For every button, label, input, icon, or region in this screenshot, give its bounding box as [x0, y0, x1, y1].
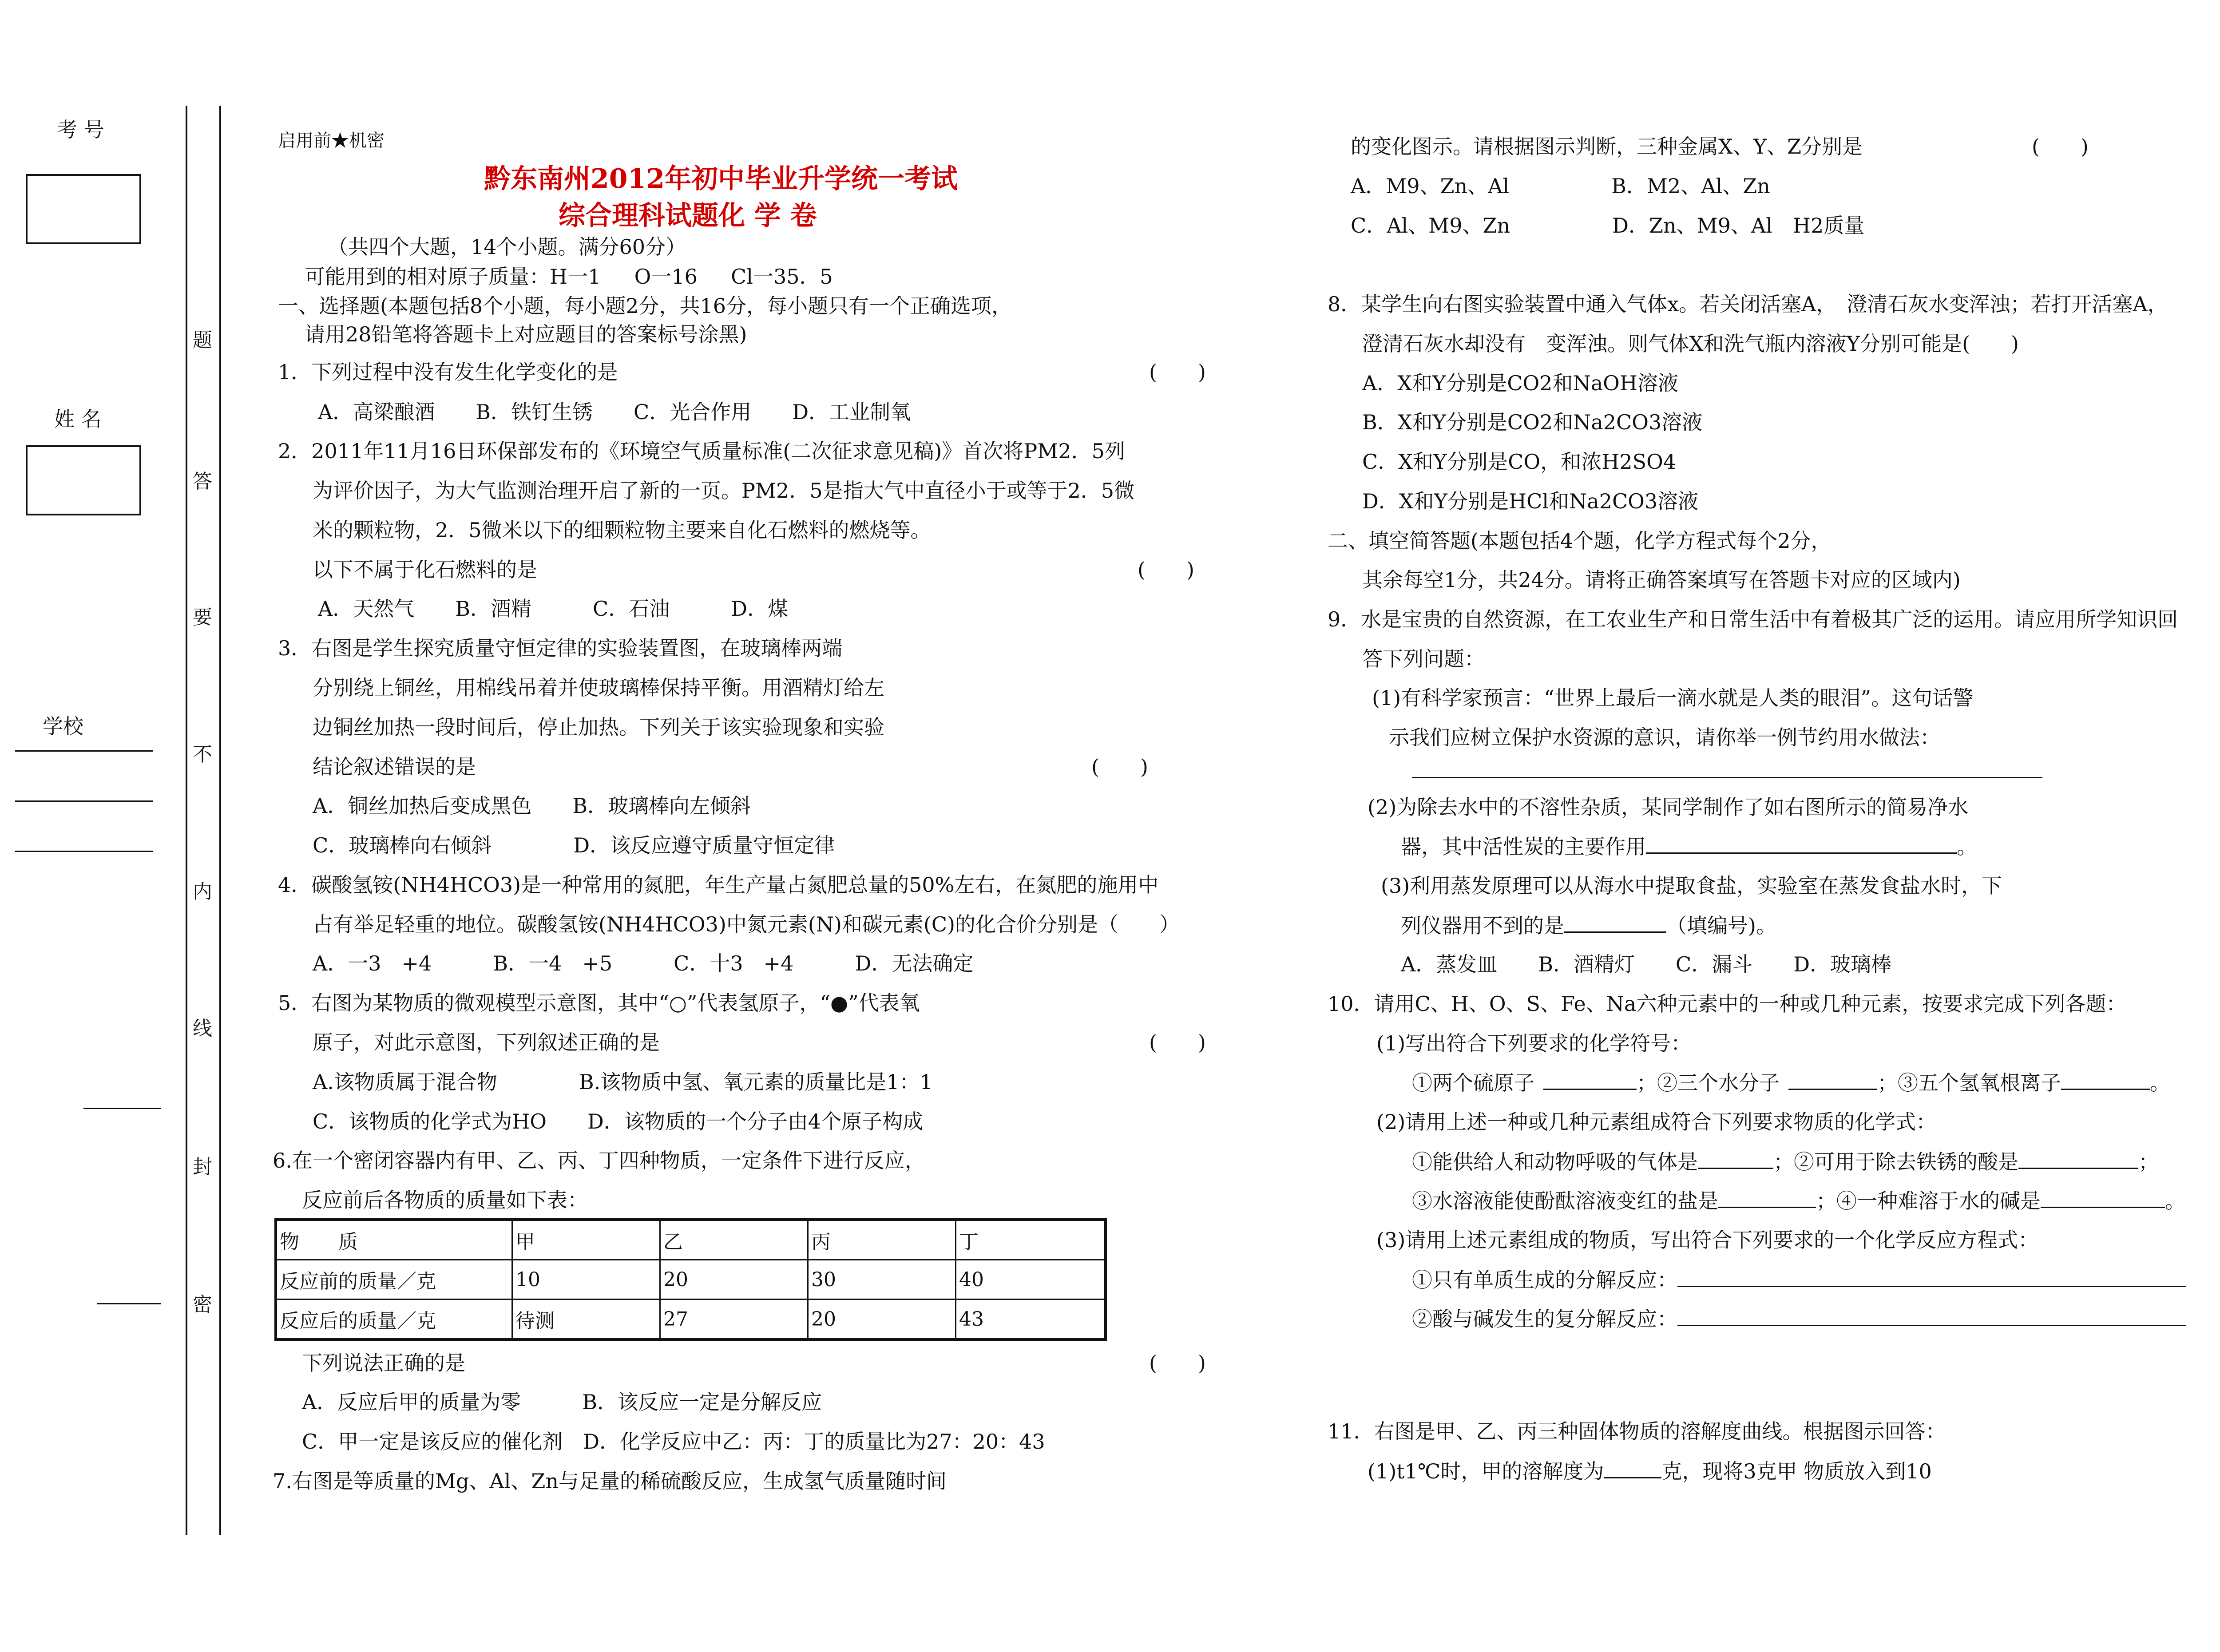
table-cell: 43	[956, 1299, 1106, 1340]
confidential-mark: 启用前★机密	[278, 131, 385, 151]
q9-part3-text: 列仪器用不到的是	[1401, 914, 1564, 938]
atomic-masses: 可能用到的相对原子质量：H一1 O一16 Cl一35．5	[305, 265, 833, 289]
table-cell: 乙	[660, 1220, 808, 1260]
q6-stem-line3: 下列说法正确的是	[302, 1351, 465, 1375]
q3-stem-line3: 边铜丝加热一段时间后，停止加热。下列关于该实验现象和实验	[313, 715, 884, 739]
q6-stem-line2: 反应前后各物质的质量如下表：	[302, 1188, 588, 1212]
seal-char-7: 封	[193, 1156, 212, 1178]
q2-stem-line2: 为评价因子，为大气监测治理开启了新的一页。PM2．5是指大气中直径小于或等于2．5微	[313, 479, 1135, 503]
q5-stem-line2: 原子，对此示意图，下列叙述正确的是	[313, 1030, 660, 1054]
table-cell: 甲	[512, 1220, 660, 1260]
q7-stem-line2: 的变化图示。请根据图示判断，三种金属X、Y、Z分别是	[1351, 135, 1863, 158]
q1-options: A．高梁酿酒 B．铁钉生锈 C．光合作用 D．工业制氧	[318, 400, 911, 424]
q6-options-2: C．甲一定是该反应的催化剂 D．化学反应中乙：丙：丁的质量比为27：20：43	[302, 1430, 1045, 1454]
school-line-2[interactable]	[15, 800, 153, 802]
q10-part2-line1: ①能供给人和动物呼吸的气体是 ；②可用于除去铁锈的酸是 ；	[1412, 1148, 2159, 1175]
q11-part1-blank[interactable]	[1604, 1458, 1661, 1478]
q10-part1-c-blank[interactable]	[2061, 1069, 2150, 1090]
school-line-1[interactable]	[15, 750, 153, 752]
q9-part3-blank[interactable]	[1564, 912, 1666, 933]
q10-part2-d: ；④一种难溶于水的碱是	[1816, 1189, 2041, 1213]
q7-answer-paren[interactable]: ( )	[2032, 135, 2089, 158]
table-cell: 10	[512, 1260, 660, 1299]
q7-options-2: C．Al、M9、Zn D．Zn、M9、Al H2质量	[1351, 214, 1865, 238]
q5-options-1: A.该物质属于混合物 B.该物质中氢、氧元素的质量比是1：1	[313, 1070, 933, 1094]
q10-part3-b: ②酸与碱发生的复分解反应：	[1412, 1307, 1677, 1331]
q4-stem-line2: 占有举足轻重的地位。碳酸氢铵(NH4HCO3)中氮元素(N)和碳元素(C)的化合价分别是（ ）	[313, 912, 1180, 936]
q10-part2-c-blank[interactable]	[1718, 1187, 1816, 1208]
section2-heading: 二、填空简答题(本题包括4个题，化学方程式每个2分，	[1328, 529, 1832, 553]
exam-number-label: 考 号	[57, 118, 104, 142]
q5-answer-paren[interactable]: ( )	[1149, 1030, 1206, 1054]
q4-stem-line1: 4．碳酸氢铵(NH4HCO3)是一种常用的氮肥，年生产量占氮肥总量的50%左右，在氮肥的施用中	[278, 873, 1159, 897]
q10-part2-b-blank[interactable]	[2018, 1148, 2138, 1169]
q9-stem-line2: 答下列问题：	[1362, 647, 1485, 671]
q9-part1-line2: 示我们应树立保护水资源的意识，请你举一例节约用水做法：	[1389, 725, 1940, 749]
q3-stem-line2: 分别绕上铜丝，用棉线吊着并使玻璃棒保持平衡。用酒精灯给左	[313, 676, 884, 700]
exam-subtitle: 综合理科试题化 学 卷	[559, 200, 817, 231]
binding-line-inner	[219, 106, 221, 1535]
section2-instruction: 其余每空1分，共24分。请将正确答案填写在答题卡对应的区域内)	[1362, 568, 1961, 592]
exam-title: 黔东南州2012年初中毕业升学统一考试	[484, 163, 958, 194]
section1-heading: 一、选择题(本题包括8个小题，每小题2分，共16分，每小题只有一个正确选项，	[278, 294, 1012, 318]
q1-stem: 1．下列过程中没有发生化学变化的是	[278, 360, 618, 384]
q3-stem-line4: 结论叙述错误的是	[313, 755, 476, 779]
q9-part3-tail: （填编号)。	[1666, 914, 1776, 938]
q3-answer-paren[interactable]: ( )	[1091, 755, 1148, 779]
q9-part3-line2	[1401, 912, 1776, 939]
q9-part2-line2: 器，其中活性炭的主要作用 。	[1401, 833, 1977, 860]
seat-line[interactable]	[97, 1303, 161, 1304]
q11-part1-text: (1)t1℃时，甲的溶解度为	[1368, 1459, 1604, 1483]
q4-options: A．一3 +4 B．一4 +5 C．十3 +4 D．无法确定	[313, 951, 974, 975]
q3-options-1: A．铜丝加热后变成黑色 B．玻璃棒向左倾斜	[313, 794, 751, 818]
q10-part2-d-blank[interactable]	[2041, 1187, 2165, 1208]
q9-part2-blank[interactable]	[1646, 833, 1957, 854]
table-cell: 物 质	[276, 1220, 512, 1260]
name-box[interactable]	[26, 445, 141, 515]
q10-part3-b-blank[interactable]	[1677, 1305, 2186, 1326]
q9-part3-line1: (3)利用蒸发原理可以从海水中提取食盐，实验室在蒸发食盐水时，下	[1381, 874, 2002, 898]
table-row	[276, 1260, 1106, 1299]
q11-part1	[1368, 1458, 1932, 1485]
q10-part3-line2	[1412, 1305, 2186, 1332]
q9-part2-line1: (2)为除去水中的不溶性杂质，某同学制作了如右图所示的简易净水	[1368, 795, 1969, 819]
q11-part1-tail: 克，现将3克甲 物质放入到10	[1661, 1459, 1932, 1483]
q10-stem: 10．请用C、H、O、S、Fe、Na六种元素中的一种或几种元素，按要求完成下列各题：	[1328, 992, 2127, 1016]
seal-char-4: 不	[193, 743, 212, 766]
q10-part3-a: ①只有单质生成的分解反应：	[1412, 1268, 1677, 1292]
q10-part2: (2)请用上述一种或几种元素组成符合下列要求物质的化学式：	[1376, 1110, 1937, 1134]
q10-part2-a: ①能供给人和动物呼吸的气体是	[1412, 1150, 1698, 1174]
table-row	[276, 1299, 1106, 1340]
q2-stem-line4: 以下不属于化石燃料的是	[313, 558, 537, 582]
table-row	[276, 1220, 1106, 1260]
section1-instruction: 请用28铅笔将答题卡上对应题目的答案标号涂黑)	[305, 322, 747, 346]
q10-part1-a-blank[interactable]	[1543, 1069, 1637, 1090]
q10-part2-line2: ③水溶液能使酚酞溶液变红的盐是 ；④一种难溶于水的碱是 。	[1412, 1187, 2185, 1214]
q7-stem-line1: 7.右图是等质量的Mg、Al、Zn与足量的稀硫酸反应，生成氢气质量随时间	[273, 1469, 947, 1493]
table-cell: 27	[660, 1299, 808, 1340]
q8-option-b: B．X和Y分别是CO2和Na2CO3溶液	[1362, 410, 1703, 434]
q9-part1-answer-line[interactable]	[1412, 777, 2042, 778]
q10-part2-b: ；②可用于除去铁锈的酸是	[1773, 1150, 2018, 1174]
q7-options-1: A．M9、Zn、Al B．M2、Al、Zn	[1351, 174, 1770, 198]
table-cell: 20	[660, 1260, 808, 1299]
table-cell: 反应前的质量／克	[276, 1260, 512, 1299]
seal-char-1: 题	[193, 329, 212, 352]
q9-part1-line1: (1)有科学家预言：“世界上最后一滴水就是人类的眼泪”。这句话警	[1372, 686, 1974, 710]
q10-part2-c: ③水溶液能使酚酞溶液变红的盐是	[1412, 1189, 1718, 1213]
seal-char-8: 密	[193, 1293, 212, 1316]
table-cell: 丙	[808, 1220, 956, 1260]
q2-stem-line3: 米的颗粒物，2．5微米以下的细颗粒物主要来自化石燃料的燃烧等。	[313, 518, 931, 542]
q10-part3-a-blank[interactable]	[1677, 1266, 2186, 1287]
q8-option-d: D．X和Y分别是HCl和Na2CO3溶液	[1362, 489, 1699, 513]
q9-part2-text: 器，其中活性炭的主要作用	[1401, 835, 1646, 859]
q9-part3-options: A．蒸发皿 B．酒精灯 C．漏斗 D．玻璃棒	[1401, 952, 1892, 976]
table-cell: 20	[808, 1299, 956, 1340]
q5-options-2: C．该物质的化学式为HO D．该物质的一个分子由4个原子构成	[313, 1109, 924, 1133]
seal-char-6: 线	[193, 1017, 212, 1040]
q10-part3-line1	[1412, 1266, 2186, 1293]
q8-option-a: A．X和Y分别是CO2和NaOH溶液	[1362, 371, 1679, 395]
q10-part1-b-blank[interactable]	[1788, 1069, 1877, 1090]
exam-number-box[interactable]	[26, 174, 141, 244]
q8-option-c: C．X和Y分别是CO，和浓H2SO4	[1362, 450, 1677, 474]
q3-stem-line1: 3．右图是学生探究质量守恒定律的实验装置图，在玻璃棒两端	[278, 636, 843, 660]
table-cell: 反应后的质量／克	[276, 1299, 512, 1340]
q6-stem-line1: 6.在一个密闭容器内有甲、乙、丙、丁四种物质，一定条件下进行反应，	[273, 1149, 925, 1173]
seal-char-2: 答	[193, 470, 212, 493]
q3-options-2: C．玻璃棒向右倾斜 D．该反应遵守质量守恒定律	[313, 833, 835, 857]
seal-char-5: 内	[193, 880, 212, 903]
q2-options: A．天然气 B．酒精 C．石油 D．煤	[318, 597, 789, 621]
q5-stem-line1: 5．右图为某物质的微观模型示意图，其中“○”代表氢原子，“●”代表氧	[278, 991, 920, 1015]
q10-part1-items: ①两个硫原子 ；②三个水分子 ；③五个氢氧根离子 。	[1412, 1069, 2170, 1096]
q10-part1-a: ①两个硫原子	[1412, 1071, 1534, 1095]
q11-stem: 11．右图是甲、乙、丙三种固体物质的溶解度曲线。根据图示回答：	[1328, 1419, 1946, 1443]
table-cell: 30	[808, 1260, 956, 1299]
q10-part1: (1)写出符合下列要求的化学符号：	[1376, 1031, 1692, 1055]
binding-line-outer	[186, 106, 187, 1535]
q10-part1-b: ；②三个水分子	[1637, 1071, 1780, 1095]
q10-part2-a-blank[interactable]	[1698, 1148, 1773, 1169]
table-cell: 40	[956, 1260, 1106, 1299]
q8-stem-line2: 澄清石灰水却没有 变浑浊。则气体X和洗气瓶内溶液Y分别可能是( )	[1362, 332, 2019, 356]
table-cell: 待测	[512, 1299, 660, 1340]
class-line[interactable]	[83, 1108, 161, 1109]
name-label: 姓 名	[54, 407, 102, 431]
q6-answer-paren[interactable]: ( )	[1149, 1351, 1206, 1375]
q1-answer-paren[interactable]: ( )	[1149, 360, 1206, 384]
q2-stem-line1: 2．2011年11月16日环保部发布的《环境空气质量标准(二次征求意见稿)》首次将PM2．5列	[278, 439, 1125, 463]
q9-stem-line1: 9．水是宝贵的自然资源，在工农业生产和日常生活中有着极其广泛的运用。请应用所学知识回	[1328, 607, 2178, 631]
q6-options-1: A．反应后甲的质量为零 B．该反应一定是分解反应	[302, 1390, 822, 1414]
q10-part3: (3)请用上述元素组成的物质，写出符合下列要求的一个化学反应方程式：	[1376, 1228, 2039, 1252]
q2-answer-paren[interactable]: ( )	[1138, 558, 1194, 582]
table-cell: 丁	[956, 1220, 1106, 1260]
seal-char-3: 要	[193, 606, 212, 629]
q10-part1-c: ；③五个氢氧根离子	[1877, 1071, 2061, 1095]
school-label: 学校	[43, 714, 83, 738]
q8-stem-line1: 8．某学生向右图实验装置中通入气体x。若关闭活塞A， 澄清石灰水变浑浊；若打开活塞A，	[1328, 292, 2168, 316]
school-line-3[interactable]	[15, 851, 153, 852]
exam-info: （共四个大题，14个小题。满分60分）	[328, 235, 686, 259]
q6-mass-table	[274, 1218, 1107, 1341]
